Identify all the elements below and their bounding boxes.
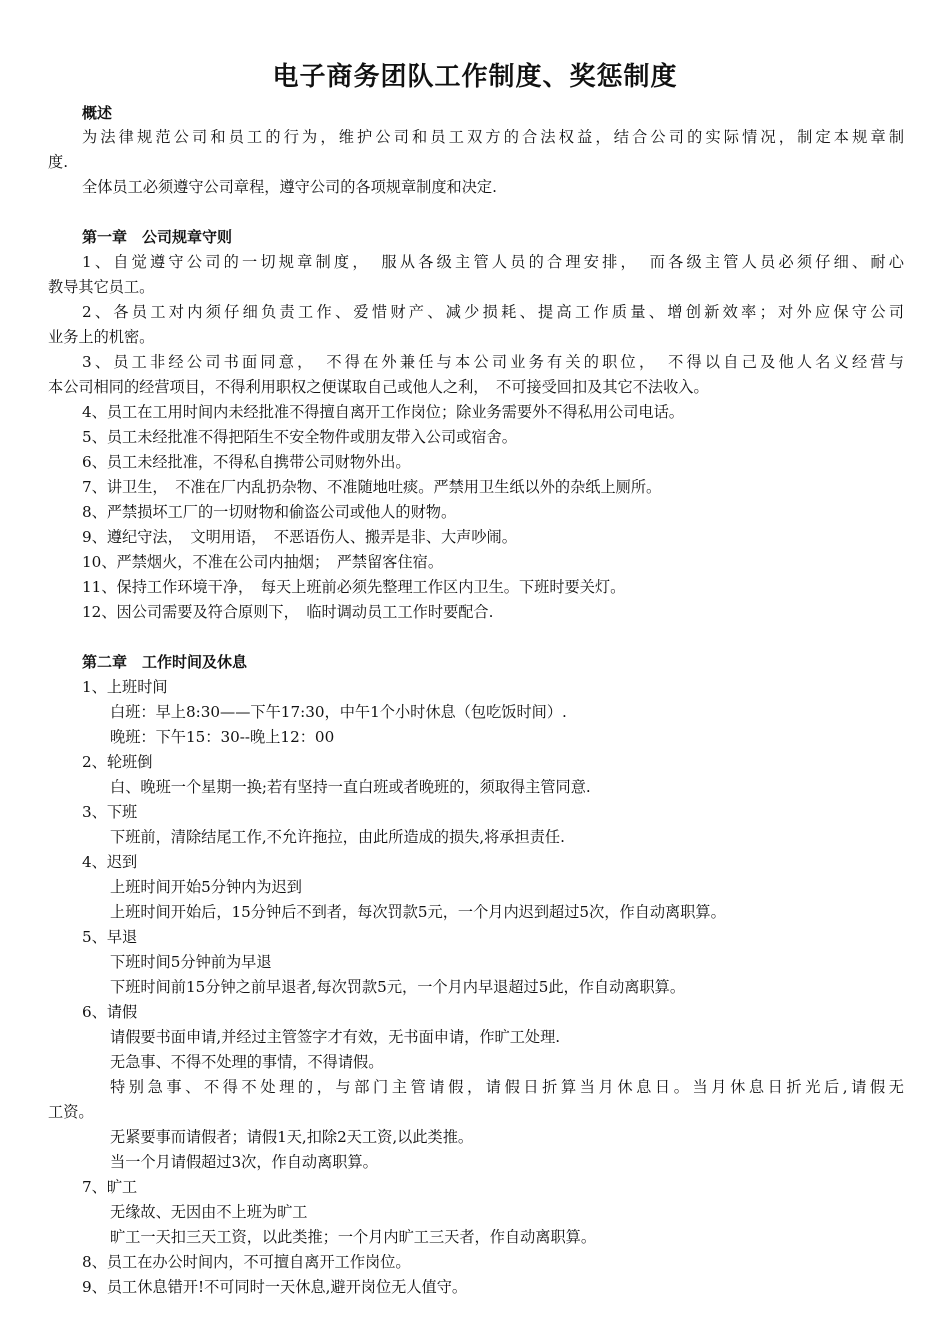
- chapter-1-rule-2-line-1: 2、各员工对内须仔细负责工作、爱惜财产、减少损耗、提高工作质量、增创新效率；对外应保守公司: [82, 303, 904, 321]
- chapter-1-rule-10: 10、严禁烟火，不准在公司内抽烟； 严禁留客住宿。: [82, 553, 444, 571]
- chapter-1-rule-11: 11、保持工作环境干净， 每天上班前必须先整理工作区内卫生。下班时要关灯。: [82, 578, 626, 596]
- chapter-1-rule-8: 8、严禁损坏工厂的一切财物和偷盗公司或他人的财物。: [82, 503, 457, 521]
- overview-paragraph-1-line-2: 度.: [48, 153, 69, 171]
- chapter-2-section-4: 4、迟到: [82, 853, 138, 871]
- chapter-2-section-7-text-a: 无缘故、无因由不上班为旷工: [110, 1203, 308, 1221]
- chapter-2-section-6-text-a: 请假要书面申请,并经过主管签字才有效，无书面申请，作旷工处理.: [110, 1028, 561, 1046]
- chapter-1-rule-7: 7、讲卫生， 不准在厂内乱扔杂物、不准随地吐痰。严禁用卫生纸以外的杂纸上厕所。: [82, 478, 662, 496]
- chapter-1-rule-12: 12、因公司需要及符合原则下， 临时调动员工工作时要配合.: [82, 603, 494, 621]
- chapter-1-rule-3-line-1: 3、员工非经公司书面同意， 不得在外兼任与本公司业务有关的职位， 不得以自己及他人名义经营与: [82, 353, 904, 371]
- chapter-2-section-4-text-a: 上班时间开始5分钟内为迟到: [110, 878, 302, 896]
- chapter-1-rule-6: 6、员工未经批准，不得私自携带公司财物外出。: [82, 453, 411, 471]
- chapter-1-rule-5: 5、员工未经批准不得把陌生不安全物件或朋友带入公司或宿舍。: [82, 428, 517, 446]
- chapter-2-section-5: 5、早退: [82, 928, 138, 946]
- overview-paragraph-1-line-1: 为法律规范公司和员工的行为，维护公司和员工双方的合法权益，结合公司的实际情况，制定本规章制: [82, 128, 904, 146]
- chapter-2-section-1-night-shift: 晚班：下午15：30--晚上12：00: [110, 728, 335, 746]
- chapter-2-section-1-day-shift: 白班：早上8:30——下午17:30，中午1个小时休息（包吃饭时间）.: [110, 703, 567, 721]
- chapter-2-section-6-text-c-line-1: 特别急事、不得不处理的，与部门主管请假，请假日折算当月休息日。当月休息日折光后,请假无: [110, 1078, 904, 1096]
- overview-paragraph-2: 全体员工必须遵守公司章程，遵守公司的各项规章制度和决定.: [82, 178, 497, 196]
- chapter-2-section-2-text: 白、晚班一个星期一换;若有坚持一直白班或者晚班的，须取得主管同意.: [110, 778, 591, 796]
- chapter-2-section-3: 3、下班: [82, 803, 138, 821]
- chapter-1-rule-3-line-2: 本公司相同的经营项目，不得利用职权之便谋取自己或他人之利， 不可接受回扣及其它不法收入。: [48, 378, 709, 396]
- chapter-2-section-6-text-e: 当一个月请假超过3次，作自动离职算。: [110, 1153, 378, 1171]
- chapter-2-section-6-text-c-line-2: 工资。: [48, 1103, 94, 1121]
- chapter-2-section-6-text-b: 无急事、不得不处理的事情，不得请假。: [110, 1053, 384, 1071]
- chapter-1-rule-1-line-2: 教导其它员工。: [48, 278, 155, 296]
- chapter-2-section-7: 7、旷工: [82, 1178, 138, 1196]
- chapter-1-rule-4: 4、员工在工用时间内未经批准不得擅自离开工作岗位；除业务需要外不得私用公司电话。: [82, 403, 684, 421]
- chapter-2-section-3-text: 下班前，清除结尾工作,不允许拖拉，由此所造成的损失,将承担责任.: [110, 828, 565, 846]
- chapter-2-section-6: 6、请假: [82, 1003, 138, 1021]
- chapter-2-section-9: 9、员工休息错开!不可同时一天休息,避开岗位无人值守。: [82, 1278, 468, 1296]
- chapter-2-section-4-text-b: 上班时间开始后，15分钟后不到者，每次罚款5元，一个月内迟到超过5次，作自动离职算。: [110, 903, 726, 921]
- chapter-1-rule-2-line-2: 业务上的机密。: [48, 328, 155, 346]
- chapter-2-section-2: 2、轮班倒: [82, 753, 153, 771]
- chapter-1-heading: 第一章 公司规章守则: [82, 228, 233, 246]
- chapter-2-section-5-text-b: 下班时间前15分钟之前早退者,每次罚款5元，一个月内早退超过5此，作自动离职算。: [110, 978, 686, 996]
- chapter-2-section-1: 1、上班时间: [82, 678, 168, 696]
- chapter-2-section-7-text-b: 旷工一天扣三天工资，以此类推；一个月内旷工三天者，作自动离职算。: [110, 1228, 596, 1246]
- chapter-1-rule-1-line-1: 1、自觉遵守公司的一切规章制度， 服从各级主管人员的合理安排， 而各级主管人员必须仔细、耐心: [82, 253, 904, 271]
- chapter-2-section-8: 8、员工在办公时间内，不可擅自离开工作岗位。: [82, 1253, 411, 1271]
- chapter-1-rule-9: 9、遵纪守法， 文明用语， 不恶语伤人、搬弄是非、大声吵闹。: [82, 528, 517, 546]
- chapter-2-heading: 第二章 工作时间及休息: [82, 653, 248, 671]
- document-title: 电子商务团队工作制度、奖惩制度: [272, 62, 678, 92]
- chapter-2-section-6-text-d: 无紧要事而请假者；请假1天,扣除2天工资,以此类推。: [110, 1128, 474, 1146]
- overview-heading: 概述: [82, 104, 113, 122]
- chapter-2-section-5-text-a: 下班时间5分钟前为早退: [110, 953, 272, 971]
